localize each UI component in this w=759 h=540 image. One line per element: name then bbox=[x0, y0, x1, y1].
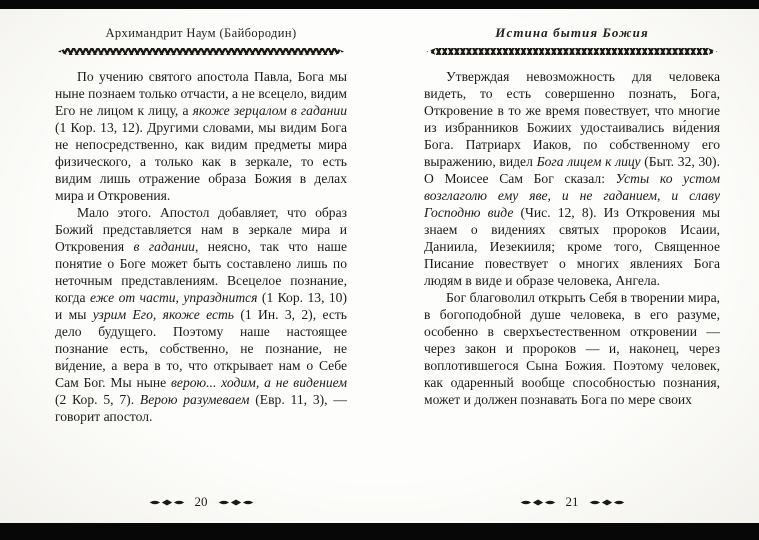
paragraph: Утверждая невозможность для человека видеть, то есть совершенно познать, Бога, Откровение в то же время повествует, что многие из избранников Божиих удостаивались ви́дения Бога. Патриарх Иаков, по собственному его выражению, видел Бога лицем к лицу (Быт. 32, 30). О Моисее Сам Бог сказал: Усты ко устом возглаголю ему яве, и не гаданием, и славу Господню виде (Чис. 12, 8). Из Откровения мы знаем о видениях святых пророков Исаии, Даниила, Иезекииля; кроме того, Священное Писание повествует о многих явлениях Бога людям в виде и образе человека, Ангела. bbox=[424, 69, 721, 288]
page-left bbox=[55, 9, 347, 523]
page-number-ornament-icon bbox=[588, 498, 626, 507]
running-head-chapter-title: Истина бытия Божия bbox=[495, 25, 649, 40]
page-footer-right bbox=[424, 494, 720, 510]
paragraph: По учению святого апостола Павла, Бога мы ныне познаем только отчасти, а не всецело, видим Его не лицом к лицу, а якоже зерцалом в гадании (1 Кор. 13, 12). Другими словами, мы видим Бога не непосредственно, как видим предметы мира физического, а только как в зеркале, то есть видим лишь отражение образа Божия в делах мира и Откровения. bbox=[55, 69, 347, 203]
page-number-ornament-icon bbox=[148, 498, 186, 507]
book-spread bbox=[0, 9, 759, 523]
page-body-left bbox=[55, 68, 347, 494]
running-head-author: Архимандрит Наум (Байбородин) bbox=[105, 26, 297, 40]
page-body-right bbox=[424, 68, 720, 494]
paragraph: Бог благоволил открыть Себя в творении мира, в богоподобной душе человека, в его разуме, особенно в сверхъестественном откровении — через закон и пророков — и, наконец, через воплотившегося Сына Божия. Поэтому человек, как одаренный вообще способностью познания, может и должен познавать Бога по мере своих bbox=[424, 290, 720, 407]
page-number-ornament-icon bbox=[519, 498, 557, 507]
header-ornament bbox=[58, 48, 344, 55]
page-footer-left bbox=[55, 494, 347, 510]
paragraph: Мало этого. Апостол добавляет, что образ Божий представляется нам в зеркале мира и Откровения в гадании, неясно, так что наше понятие о Боге может быть составлено лишь по неточным представлениям. Всецелое познание, когда еже от части, упразднится (1 Кор. 13, 10) и мы узрим Его, якоже есть (1 Ин. 3, 2), есть дело будущего. Поэтому наше настоящее познание есть, собственно, не познание, не ви́дение, а вера в то, что открывает нам о Себе Сам Бог. Мы ныне верою... ходим, а не видением (2 Кор. 5, 7). Верою разумеваем (Евр. 11, 3), — говорит апостол. bbox=[55, 205, 347, 424]
scan-top-edge bbox=[0, 0, 759, 9]
page-number: 21 bbox=[565, 494, 579, 509]
scan-bottom-edge bbox=[0, 523, 759, 540]
page-number-ornament-icon bbox=[217, 498, 255, 507]
page-right bbox=[424, 9, 720, 523]
header-ornament bbox=[427, 48, 717, 55]
page-number: 20 bbox=[194, 494, 208, 509]
